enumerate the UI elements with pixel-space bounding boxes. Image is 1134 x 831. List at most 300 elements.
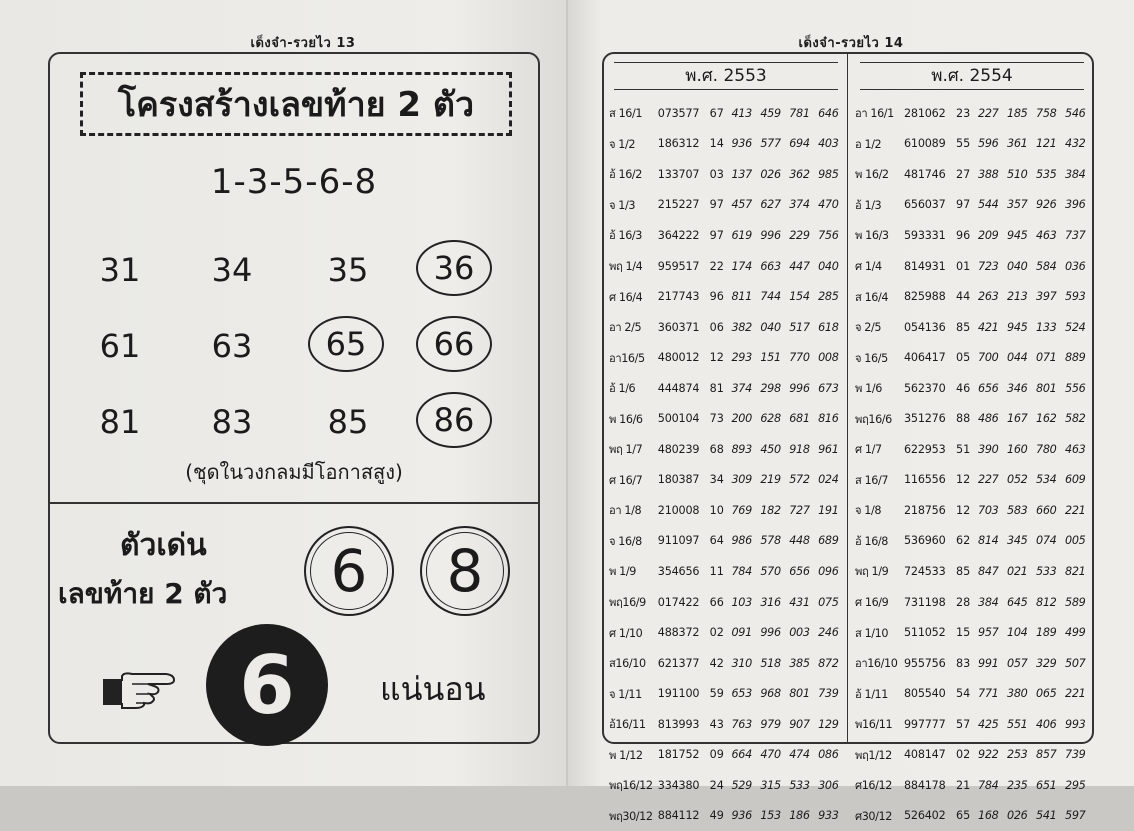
three-digit: 551: [1007, 717, 1028, 731]
three-digit: 578: [760, 534, 781, 548]
three-digit: 816: [818, 412, 839, 426]
three-digit: 739: [1065, 748, 1086, 762]
three-digit: 091: [731, 626, 752, 640]
three-digit: 104: [1007, 626, 1028, 640]
last-two: 57: [956, 717, 971, 731]
table-row: [850, 342, 1094, 373]
three-digit: 922: [978, 748, 999, 762]
three-digit: 133: [1036, 320, 1057, 334]
table-row: [604, 129, 847, 160]
first-prize: 656037: [904, 198, 946, 212]
three-digit: 075: [818, 595, 839, 609]
year-header: พ.ศ. 2554: [860, 62, 1084, 90]
draw-date: อ 1/2: [855, 137, 882, 151]
table-row: [850, 220, 1094, 251]
three-digit: 534: [1036, 473, 1057, 487]
three-digit: 653: [731, 687, 752, 701]
three-digit: 459: [760, 106, 781, 120]
year-column-2553: [604, 54, 848, 823]
three-digit: 739: [818, 687, 839, 701]
last-two: 12: [709, 351, 724, 365]
three-digit: 968: [760, 687, 781, 701]
first-prize: 805540: [904, 687, 946, 701]
table-row: [850, 373, 1094, 404]
three-digit: 413: [731, 106, 752, 120]
three-digit: 577: [760, 137, 781, 151]
three-digit: 431: [789, 595, 810, 609]
page-title: โครงสร้างเลขท้าย 2 ตัว: [117, 85, 475, 125]
first-prize: 210008: [657, 503, 700, 517]
first-prize: 622953: [904, 442, 946, 456]
three-digit: 656: [978, 381, 999, 395]
three-digit: 507: [1065, 656, 1086, 670]
first-prize: 215227: [657, 198, 700, 212]
pair-number: 31: [99, 251, 141, 289]
three-digit: 026: [1007, 809, 1028, 823]
circle-note: (ชุดในวงกลมมีโอกาสสูง): [185, 460, 403, 484]
structure-panel: [48, 52, 540, 744]
pair-number: 83: [211, 403, 253, 441]
first-prize: 526402: [904, 809, 946, 823]
last-two: 10: [709, 503, 724, 517]
last-two: 12: [956, 473, 971, 487]
draw-date: พฤ 1/4: [609, 260, 643, 273]
last-two: 85: [956, 564, 971, 578]
table-row: [850, 587, 1094, 618]
first-prize: 408147: [904, 748, 946, 762]
last-two: 54: [956, 687, 971, 701]
three-digit: 985: [818, 167, 839, 181]
table-row: [604, 98, 847, 129]
draw-date: ศ 1/10: [609, 626, 643, 640]
last-two: 96: [709, 290, 724, 304]
three-digit: 374: [731, 381, 752, 395]
three-digit: 727: [789, 503, 810, 517]
featured-digit-2: 8: [420, 526, 510, 616]
first-prize: 593331: [904, 228, 946, 242]
three-digit: 086: [818, 748, 839, 762]
three-digit: 945: [1007, 320, 1028, 334]
draw-date: จ 1/2: [609, 137, 636, 151]
last-two: 28: [956, 595, 971, 609]
first-prize: 825988: [904, 290, 946, 304]
last-two: 12: [956, 503, 971, 517]
first-prize: 480012: [657, 351, 700, 365]
three-digit: 801: [1036, 381, 1057, 395]
draw-date: พ 16/3: [855, 229, 889, 243]
three-digit: 771: [978, 687, 999, 701]
table-row: [850, 678, 1094, 709]
three-digit: 219: [760, 473, 781, 487]
sure-label: แน่นอน: [380, 670, 486, 708]
three-digit: 627: [760, 198, 781, 212]
last-two: 44: [956, 290, 971, 304]
three-digit: 227: [978, 473, 999, 487]
three-digit: 071: [1036, 351, 1057, 365]
three-digit: 993: [1065, 717, 1086, 731]
three-digit: 470: [760, 748, 781, 762]
first-prize: 360371: [657, 320, 700, 334]
table-row: [850, 495, 1094, 526]
last-two: 34: [709, 473, 724, 487]
first-prize: 186312: [657, 137, 700, 151]
first-prize: 180387: [657, 473, 700, 487]
three-digit: 660: [1036, 503, 1057, 517]
table-row: [850, 801, 1094, 831]
draw-date: ส 1/10: [855, 626, 889, 640]
divider: [50, 502, 538, 504]
draw-date: จ 1/11: [609, 687, 642, 701]
three-digit: 957: [978, 626, 999, 640]
year-column-2554: [850, 54, 1094, 823]
first-prize: 351276: [904, 412, 946, 426]
three-digit: 397: [1036, 290, 1057, 304]
table-row: [604, 556, 847, 587]
three-digit: 694: [789, 137, 810, 151]
last-two: 09: [709, 748, 724, 762]
three-digit: 285: [818, 290, 839, 304]
table-row: [850, 617, 1094, 648]
first-prize: 536960: [904, 534, 946, 548]
table-row: [850, 251, 1094, 282]
draw-date: ศ 1/4: [855, 260, 882, 273]
first-prize: 911097: [657, 534, 700, 548]
three-digit: 162: [1036, 412, 1057, 426]
first-prize: 354656: [657, 564, 700, 578]
three-digit: 040: [1007, 259, 1028, 273]
sure-digit: 6: [206, 624, 328, 746]
last-two: 83: [956, 656, 971, 670]
last-two: 62: [956, 534, 971, 548]
three-digit: 857: [1036, 748, 1057, 762]
three-digit: 221: [1065, 503, 1086, 517]
three-digit: 936: [731, 809, 752, 823]
draw-date: พ16/11: [855, 718, 893, 732]
first-prize: 884112: [657, 809, 700, 823]
three-digit: 812: [1036, 595, 1057, 609]
three-digit: 628: [760, 412, 781, 426]
draw-date: จ 1/3: [609, 198, 636, 212]
three-digit: 907: [789, 717, 810, 731]
last-two: 46: [956, 381, 971, 395]
table-row: [604, 342, 847, 373]
draw-date: ศ30/12: [855, 809, 892, 823]
three-digit: 996: [760, 626, 781, 640]
three-digit: 432: [1065, 137, 1086, 151]
table-row: [604, 373, 847, 404]
featured-digit-1: 6: [304, 526, 394, 616]
three-digit: 121: [1036, 137, 1057, 151]
first-prize: 511052: [904, 626, 946, 640]
three-digit: 129: [818, 717, 839, 731]
three-digit: 744: [760, 290, 781, 304]
three-digit: 784: [978, 778, 999, 792]
three-digit: 597: [1065, 809, 1086, 823]
first-prize: 406417: [904, 351, 946, 365]
three-digit: 221: [1065, 687, 1086, 701]
result-rows: [850, 98, 1094, 831]
three-digit: 306: [818, 778, 839, 792]
three-digit: 005: [1065, 534, 1086, 548]
title-box: [80, 72, 512, 136]
last-two: 97: [956, 198, 971, 212]
draw-date: อ้ 1/11: [855, 687, 888, 701]
three-digit: 945: [1007, 228, 1028, 242]
three-digit: 168: [978, 809, 999, 823]
three-digit: 174: [731, 259, 752, 273]
draw-date: พฤ1/12: [855, 748, 892, 762]
last-two: 42: [709, 656, 724, 670]
three-digit: 769: [731, 503, 752, 517]
three-digit: 572: [789, 473, 810, 487]
draw-date: ส 16/4: [855, 290, 889, 304]
first-prize: 884178: [904, 778, 946, 792]
featured-label: ตัวเด่น: [120, 528, 207, 563]
last-two: 01: [956, 259, 971, 273]
draw-date: พ 1/12: [609, 748, 643, 762]
three-digit: 618: [818, 320, 839, 334]
three-digit: 310: [731, 656, 752, 670]
three-digit: 246: [818, 626, 839, 640]
table-row: [850, 526, 1094, 557]
three-digit: 933: [818, 809, 839, 823]
last-two: 66: [709, 595, 724, 609]
three-digit: 026: [760, 167, 781, 181]
three-digit: 533: [789, 778, 810, 792]
three-digit: 065: [1036, 687, 1057, 701]
last-two: 64: [709, 534, 724, 548]
left-page: [0, 0, 566, 786]
three-digit: 646: [818, 106, 839, 120]
three-digit: 185: [1007, 106, 1028, 120]
three-digit: 362: [789, 167, 810, 181]
three-digit: 811: [731, 290, 752, 304]
three-digit: 253: [1007, 748, 1028, 762]
first-prize: 217743: [657, 290, 700, 304]
three-digit: 889: [1065, 351, 1086, 365]
left-page-header: เด็งจ๋า-รวยไว 13: [250, 36, 356, 51]
draw-date: อ้ 16/8: [855, 534, 888, 548]
three-digit: 040: [818, 259, 839, 273]
three-digit: 872: [818, 656, 839, 670]
table-row: [604, 220, 847, 251]
three-digit: 074: [1036, 534, 1057, 548]
three-digit: 821: [1065, 564, 1086, 578]
first-prize: 955756: [904, 656, 946, 670]
draw-date: ส 16/7: [855, 473, 889, 487]
three-digit: 403: [818, 137, 839, 151]
three-digit: 546: [1065, 106, 1086, 120]
three-digit: 052: [1007, 473, 1028, 487]
last-two: 21: [956, 778, 971, 792]
table-row: [604, 801, 847, 831]
last-two: 43: [709, 717, 724, 731]
first-prize: 364222: [657, 228, 700, 242]
table-row: [850, 739, 1094, 770]
table-row: [604, 495, 847, 526]
results-table: [602, 52, 1094, 823]
three-digit: 057: [1007, 656, 1028, 670]
draw-date: ศ 16/9: [855, 596, 889, 610]
first-prize: 500104: [657, 412, 700, 426]
table-row: [850, 403, 1094, 434]
three-digit: 780: [1036, 442, 1057, 456]
three-digit: 517: [789, 320, 810, 334]
three-digit: 814: [978, 534, 999, 548]
table-row: [604, 678, 847, 709]
circled-pair: 86: [416, 392, 492, 448]
first-prize: 017422: [657, 595, 700, 609]
last-two: 27: [956, 167, 971, 181]
three-digit: 689: [818, 534, 839, 548]
three-digit: 200: [731, 412, 752, 426]
three-digit: 160: [1007, 442, 1028, 456]
table-row: [850, 129, 1094, 160]
three-digit: 345: [1007, 534, 1028, 548]
first-prize: 334380: [657, 778, 700, 792]
draw-date: ศ 16/7: [609, 473, 643, 487]
three-digit: 758: [1036, 106, 1057, 120]
three-digit: 003: [789, 626, 810, 640]
last-two: 15: [956, 626, 971, 640]
table-row: [604, 526, 847, 557]
three-digit: 309: [731, 473, 752, 487]
draw-date: อ้ 16/3: [609, 229, 642, 243]
three-digit: 293: [731, 351, 752, 365]
draw-date: พฤ 1/7: [609, 443, 643, 457]
three-digit: 936: [731, 137, 752, 151]
last-two: 03: [709, 167, 724, 181]
last-two: 06: [709, 320, 724, 334]
first-prize: 724533: [904, 564, 946, 578]
three-digit: 040: [760, 320, 781, 334]
last-two: 73: [709, 412, 724, 426]
circled-pair: 66: [416, 316, 492, 372]
three-digit: 329: [1036, 656, 1057, 670]
draw-date: จ 16/8: [609, 534, 642, 548]
three-digit: 008: [818, 351, 839, 365]
three-digit: 589: [1065, 595, 1086, 609]
last-two: 97: [709, 198, 724, 212]
last-two: 24: [709, 778, 724, 792]
three-digit: 229: [789, 228, 810, 242]
first-prize: 959517: [657, 259, 700, 273]
first-prize: 073577: [657, 106, 700, 120]
three-digit: 486: [978, 412, 999, 426]
three-digit: 346: [1007, 381, 1028, 395]
first-prize: 218756: [904, 503, 946, 517]
first-prize: 133707: [657, 167, 700, 181]
three-digit: 470: [818, 198, 839, 212]
three-digit: 189: [1036, 626, 1057, 640]
first-prize: 814931: [904, 259, 946, 273]
three-digit: 756: [818, 228, 839, 242]
three-digit: 556: [1065, 381, 1086, 395]
last-two: 96: [956, 228, 971, 242]
three-digit: 544: [978, 198, 999, 212]
first-prize: 116556: [904, 473, 946, 487]
three-digit: 421: [978, 320, 999, 334]
three-digit: 209: [978, 228, 999, 242]
three-digit: 357: [1007, 198, 1028, 212]
three-digit: 474: [789, 748, 810, 762]
three-digit: 926: [1036, 198, 1057, 212]
three-digit: 961: [818, 442, 839, 456]
three-digit: 235: [1007, 778, 1028, 792]
draw-date: อา 2/5: [609, 321, 642, 335]
digit-sequence: 1-3-5-6-8: [210, 162, 378, 202]
three-digit: 263: [978, 290, 999, 304]
table-row: [850, 709, 1094, 740]
draw-date: ศ16/12: [855, 779, 892, 793]
last-two: 51: [956, 442, 971, 456]
three-digit: 533: [1036, 564, 1057, 578]
table-row: [604, 312, 847, 343]
three-digit: 703: [978, 503, 999, 517]
three-digit: 991: [978, 656, 999, 670]
circled-pair: 65: [308, 316, 384, 372]
table-row: [604, 617, 847, 648]
three-digit: 406: [1036, 717, 1057, 731]
draw-date: ส16/10: [609, 657, 646, 671]
three-digit: 390: [978, 442, 999, 456]
first-prize: 610089: [904, 137, 946, 151]
last-two: 67: [709, 106, 724, 120]
table-row: [850, 190, 1094, 221]
three-digit: 541: [1036, 809, 1057, 823]
three-digit: 518: [760, 656, 781, 670]
pair-number: 85: [327, 403, 369, 441]
three-digit: 770: [789, 351, 810, 365]
last-two: 23: [956, 106, 971, 120]
last-two: 11: [709, 564, 724, 578]
three-digit: 450: [760, 442, 781, 456]
table-row: [604, 190, 847, 221]
draw-date: อ้ 1/6: [609, 382, 636, 396]
three-digit: 137: [731, 167, 752, 181]
last-two: 85: [956, 320, 971, 334]
draw-date: อ้ 1/3: [855, 198, 882, 212]
three-digit: 681: [789, 412, 810, 426]
last-two: 88: [956, 412, 971, 426]
draw-date: อ้ 16/2: [609, 168, 642, 182]
last-two: 05: [956, 351, 971, 365]
table-row: [604, 770, 847, 801]
first-prize: 731198: [904, 595, 946, 609]
last-two: 02: [956, 748, 971, 762]
three-digit: 315: [760, 778, 781, 792]
year-header: พ.ศ. 2553: [614, 62, 838, 90]
table-row: [850, 770, 1094, 801]
three-digit: 384: [978, 595, 999, 609]
last-two: 59: [709, 687, 724, 701]
draw-date: พฤ30/12: [609, 809, 653, 823]
three-digit: 781: [789, 106, 810, 120]
first-prize: 181752: [657, 748, 700, 762]
table-row: [604, 648, 847, 679]
pair-number: 81: [99, 403, 141, 441]
last-two: 65: [956, 809, 971, 823]
draw-date: อา 1/8: [609, 504, 642, 518]
draw-date: ส 16/1: [609, 107, 643, 121]
last-two: 49: [709, 809, 724, 823]
table-row: [604, 403, 847, 434]
pair-number: 35: [327, 251, 369, 289]
last-two: 02: [709, 626, 724, 640]
draw-date: จ 16/5: [855, 351, 888, 365]
table-row: [604, 281, 847, 312]
first-prize: 562370: [904, 381, 946, 395]
